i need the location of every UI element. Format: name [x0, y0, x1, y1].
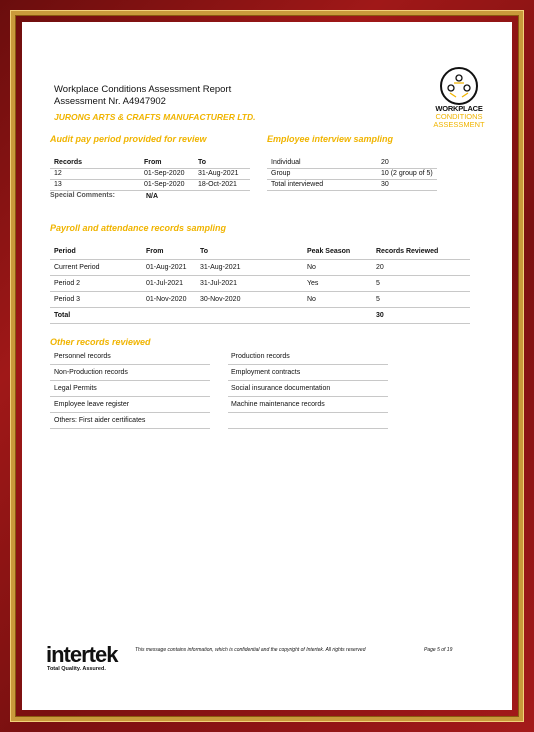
table-row	[50, 169, 250, 180]
list-item	[228, 413, 388, 429]
payroll-cell: 30-Nov-2020	[200, 296, 241, 303]
payroll-header-row	[50, 244, 470, 260]
list-item	[50, 413, 210, 429]
other-left-item: Legal Permits	[54, 385, 97, 392]
audit-heading: Audit pay period provided for review	[50, 134, 207, 144]
audit-cell: 12	[54, 170, 62, 177]
other-left-item: Others: First aider certificates	[54, 417, 146, 424]
payroll-total-label: Total	[54, 312, 71, 319]
audit-header-row	[50, 158, 250, 169]
list-item	[50, 381, 210, 397]
company-name: JURONG ARTS & CRAFTS MANUFACTURER LTD.	[54, 112, 256, 122]
people-circle-icon	[440, 67, 478, 105]
logo-line-2: CONDITIONS	[435, 112, 483, 121]
interview-cell: 20	[381, 159, 389, 166]
list-item	[50, 349, 210, 365]
payroll-cell: 20	[376, 264, 384, 271]
payroll-cell: 31-Jul-2021	[200, 280, 237, 287]
payroll-cell: Period 2	[54, 280, 81, 287]
document-page	[22, 22, 512, 710]
payroll-cell: Yes	[307, 280, 319, 287]
audit-cell: 01-Sep-2020	[144, 170, 185, 177]
confidentiality-notice: This message contains information, which is confidential and the copyright of Intertek. All rights reserved	[135, 647, 366, 653]
other-left-item: Non-Production records	[54, 369, 128, 376]
audit-cell: 18-Oct-2021	[198, 181, 237, 188]
interview-cell: Total interviewed	[271, 181, 324, 188]
payroll-col-from: From	[146, 248, 164, 255]
other-right-item: Employment contracts	[231, 369, 301, 376]
payroll-cell: 5	[376, 296, 380, 303]
interview-heading: Employee interview sampling	[267, 134, 394, 144]
intertek-logo: intertek	[46, 642, 118, 667]
payroll-col-peak: Peak Season	[307, 248, 351, 255]
report-title: Workplace Conditions Assessment Report	[54, 84, 232, 95]
interview-cell: Individual	[271, 159, 301, 166]
audit-cell: 31-Aug-2021	[198, 170, 239, 177]
payroll-cell: No	[307, 296, 316, 303]
payroll-col-period: Period	[54, 248, 76, 255]
list-item	[228, 381, 388, 397]
table-row	[50, 276, 470, 292]
table-row	[50, 292, 470, 308]
audit-col-from: From	[144, 159, 162, 166]
list-item	[50, 365, 210, 381]
interview-cell: 10 (2 group of 5)	[381, 170, 433, 177]
other-heading: Other records reviewed	[50, 337, 151, 347]
payroll-col-records: Records Reviewed	[376, 248, 439, 255]
other-right-item: Production records	[231, 353, 290, 360]
table-row	[267, 180, 437, 191]
list-item	[228, 397, 388, 413]
payroll-cell: 31-Aug-2021	[200, 264, 241, 271]
payroll-col-to: To	[200, 248, 209, 255]
payroll-cell: 5	[376, 280, 380, 287]
page-number: Page 5 of 19	[424, 647, 453, 653]
payroll-cell: No	[307, 264, 316, 271]
table-row	[50, 260, 470, 276]
logo-line-3: ASSESSMENT	[433, 120, 485, 129]
logo-line-1: WORKPLACE	[435, 104, 483, 113]
payroll-total-value: 30	[376, 312, 384, 319]
other-right-item: Social insurance documentation	[231, 385, 331, 392]
audit-col-records: Records	[54, 159, 83, 166]
intertek-tagline: Total Quality. Assured.	[47, 666, 106, 672]
payroll-cell: 01-Nov-2020	[146, 296, 187, 303]
payroll-cell: 01-Jul-2021	[146, 280, 183, 287]
other-left-item: Employee leave register	[54, 401, 130, 408]
wca-logo	[429, 67, 489, 129]
other-right-item: Machine maintenance records	[231, 401, 325, 408]
payroll-cell: 01-Aug-2021	[146, 264, 187, 271]
payroll-heading: Payroll and attendance records sampling	[50, 223, 227, 233]
interview-cell: 30	[381, 181, 389, 188]
assessment-number: Assessment Nr. A4947902	[54, 96, 166, 107]
table-row	[267, 169, 437, 180]
payroll-cell: Current Period	[54, 264, 100, 271]
audit-col-to: To	[198, 159, 207, 166]
other-left-item: Personnel records	[54, 353, 111, 360]
payroll-cell: Period 3	[54, 296, 81, 303]
special-comments-label: Special Comments:	[50, 192, 115, 199]
audit-cell: 01-Sep-2020	[144, 181, 185, 188]
table-row	[50, 180, 250, 191]
list-item	[50, 397, 210, 413]
table-row	[267, 158, 437, 169]
list-item	[228, 349, 388, 365]
list-item	[228, 365, 388, 381]
special-comments-value: N/A	[146, 193, 159, 200]
audit-cell: 13	[54, 181, 62, 188]
payroll-total-row	[50, 308, 470, 324]
interview-cell: Group	[271, 170, 291, 177]
